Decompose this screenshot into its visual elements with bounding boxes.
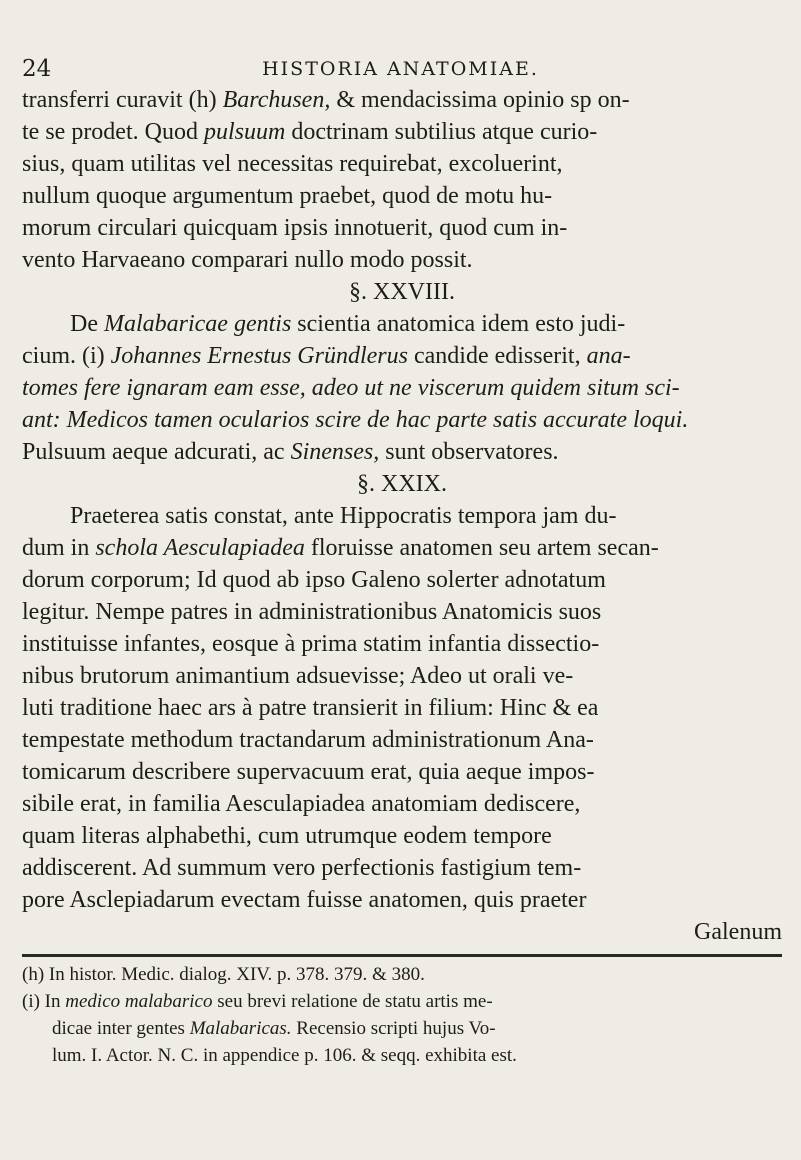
text-line: dorum corporum; Id quod ab ipso Galeno solerter adnotatum: [22, 567, 606, 593]
footnote-i: (i) In medico malabarico seu brevi relatione de statu artis me-: [22, 991, 493, 1012]
main-text: [22, 84, 782, 1069]
text-line: te se prodet. Quod pulsuum doctrinam subtilius atque curio-: [22, 119, 598, 145]
text-line: sius, quam utilitas vel necessitas requirebat, excoluerint,: [22, 151, 563, 177]
page-header: [22, 52, 779, 86]
section-heading: §. XXVIII.: [349, 279, 455, 305]
section-heading: §. XXIX.: [357, 471, 447, 497]
text-line: vento Harvaeano comparari nullo modo possit.: [22, 247, 473, 273]
footnote-i-continued: lum. I. Actor. N. C. in appendice p. 106. & seqq. exhibita est.: [52, 1045, 517, 1066]
text-line: ant: Medicos tamen ocularios scire de hac parte satis accurate loqui.: [22, 407, 689, 433]
text-line: dum in schola Aesculapiadea floruisse anatomen seu artem secan-: [22, 535, 659, 561]
text-line: instituisse infantes, eosque à prima statim infantia dissectio-: [22, 631, 600, 657]
text-line: tomicarum describere supervacuum erat, quia aeque impos-: [22, 759, 595, 785]
text-line: De Malabaricae gentis scientia anatomica idem esto judi-: [70, 311, 626, 337]
footnote-i-continued: dicae inter gentes Malabaricas. Recensio scripti hujus Vo-: [52, 1018, 496, 1039]
text-line: cium. (i) Johannes Ernestus Gründlerus candide edisserit, ana-: [22, 343, 631, 369]
text-line: Praeterea satis constat, ante Hippocratis tempora jam du-: [70, 503, 617, 529]
text-line: sibile erat, in familia Aesculapiadea anatomiam dediscere,: [22, 791, 581, 817]
text-line: tomes fere ignaram eam esse, adeo ut ne viscerum quidem situm sci-: [22, 375, 680, 401]
running-head: HISTORIA ANATOMIAE.: [262, 58, 539, 80]
text-line: nibus brutorum animantium adsuevisse; Adeo ut orali ve-: [22, 663, 574, 689]
page-number: 24: [22, 56, 52, 82]
text-line: pore Asclepiadarum evectam fuisse anatomen, quis praeter: [22, 887, 587, 913]
text-line: nullum quoque argumentum praebet, quod de motu hu-: [22, 183, 553, 209]
footnote-divider: [22, 954, 782, 957]
text-line: addiscerent. Ad summum vero perfectionis fastigium tem-: [22, 855, 582, 881]
text-line: morum circulari quicquam ipsis innotuerit, quod cum in-: [22, 215, 568, 241]
footnote-h: (h) In histor. Medic. dialog. XIV. p. 378. 379. & 380.: [22, 964, 425, 985]
text-line: legitur. Nempe patres in administrationibus Anatomicis suos: [22, 599, 602, 625]
catchword: Galenum: [694, 919, 782, 945]
text-line: tempestate methodum tractandarum administrationum Ana-: [22, 727, 594, 753]
text-line: quam literas alphabethi, cum utrumque eodem tempore: [22, 823, 552, 849]
text-line: transferri curavit (h) Barchusen, & mendacissima opinio sp on-: [22, 87, 630, 113]
text-line: Pulsuum aeque adcurati, ac Sinenses, sunt observatores.: [22, 439, 559, 465]
text-line: luti traditione haec ars à patre transierit in filium: Hinc & ea: [22, 695, 599, 721]
